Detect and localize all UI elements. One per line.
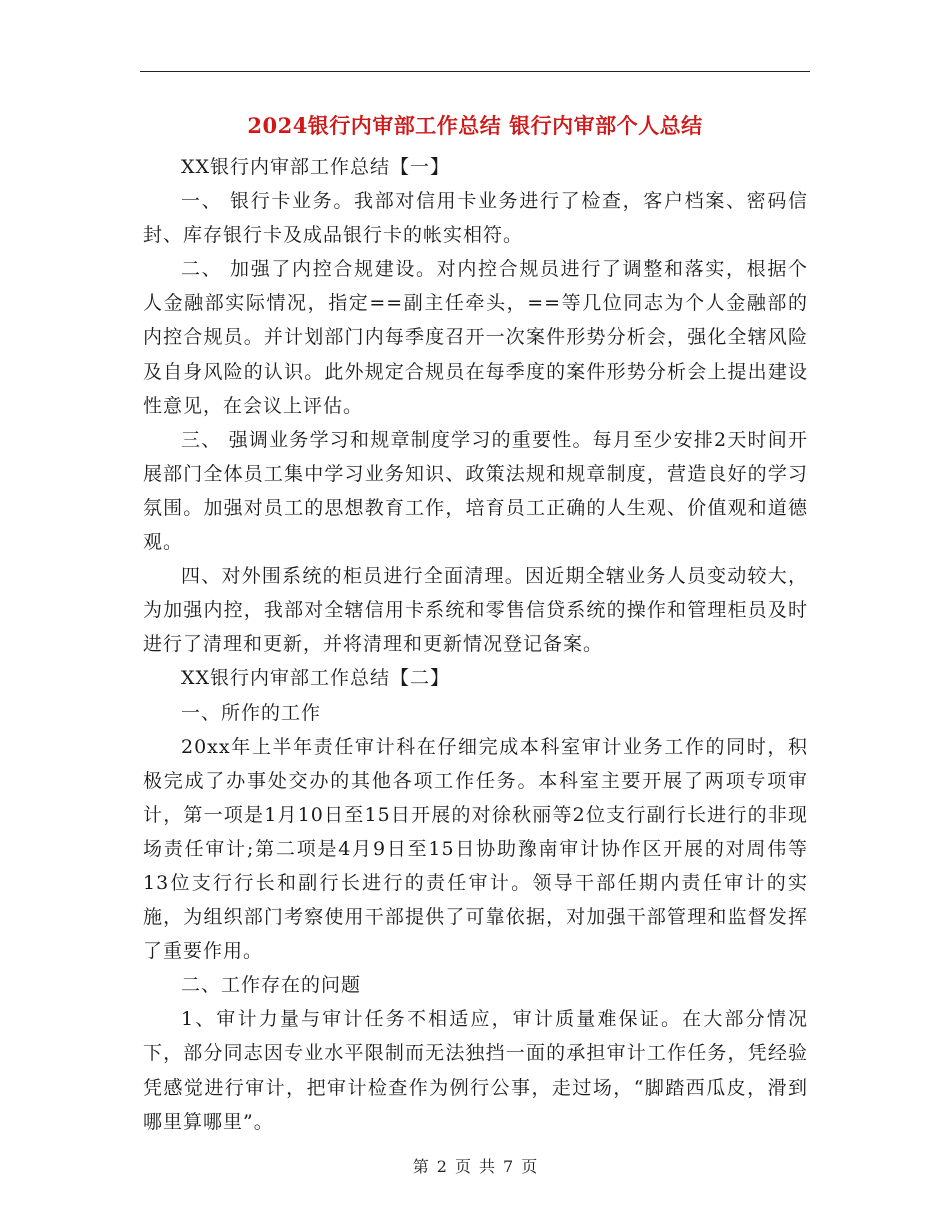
total-pages-number: 7 xyxy=(503,1157,514,1176)
paragraph: 20xx年上半年责任审计科在仔细完成本科室审计业务工作的同时，积极完成了办事处交办的其他各项工作任务。本科室主要开展了两项专项审计，第一项是1月10日至15日开展的对徐秋丽等2位支行副行长进行的非现场责任审计;第二项是4月9日至15日协助豫南审计协作区开展的对周伟等13位支行行长和副行长进行的责任审计。领导干部任期内责任审计的实施，为组织部门考察使用干部提供了可靠依据，对加强干部管理和监督发挥了重要作用。 xyxy=(143,735,808,963)
footer-label: 第 xyxy=(412,1157,429,1176)
footer-label: 共 xyxy=(479,1157,496,1176)
paragraph: 二、 加强了内控合规建设。对内控合规员进行了调整和落实，根据个人金融部实际情况，指定==副主任牵头，==等几位同志为个人金融部的内控合规员。并计划部门内每季度召开一次案件形势分析会，强化全辖风险及自身风险的认识。此外规定合规员在每季度的案件形势分析会上提出建设性意见，在会议上评估。 xyxy=(143,258,808,417)
section-heading: XX银行内审部工作总结【一】 xyxy=(181,156,451,178)
subheading: 一、所作的工作 xyxy=(181,701,322,724)
document-body xyxy=(143,150,808,1139)
current-page-number: 2 xyxy=(436,1157,447,1176)
paragraph: 一、 银行卡业务。我部对信用卡业务进行了检查，客户档案、密码信封、库存银行卡及成品银行卡的帐实相符。 xyxy=(143,190,808,247)
paragraph: 四、对外围系统的柜员进行全面清理。因近期全辖业务人员变动较大，为加强内控，我部对全辖信用卡系统和零售信贷系统的操作和管理柜员及时进行了清理和更新，并将清理和更新情况登记备案。 xyxy=(143,565,808,656)
header-rule xyxy=(140,71,810,72)
document-title: 2024银行内审部工作总结 银行内审部个人总结 xyxy=(247,113,703,138)
subheading: 二、工作存在的问题 xyxy=(181,974,362,997)
paragraph: 1、审计力量与审计任务不相适应，审计质量难保证。在大部分情况下，部分同志因专业水平限制而无法独挡一面的承担审计工作任务，凭经验凭感觉进行审计，把审计检查作为例行公事，走过场，“脚踏西瓜皮，滑到哪里算哪里”。 xyxy=(143,1008,808,1133)
section-heading: XX银行内审部工作总结【二】 xyxy=(181,667,451,690)
paragraph: 三、 强调业务学习和规章制度学习的重要性。每月至少安排2天时间开展部门全体员工集中学习业务知识、政策法规和规章制度，营造良好的学习氛围。加强对员工的思想教育工作，培育员工正确的人生观、价值观和道德观。 xyxy=(143,428,808,554)
footer-label: 页 xyxy=(454,1157,471,1176)
footer-label: 页 xyxy=(521,1157,538,1176)
page-footer xyxy=(0,1154,950,1177)
